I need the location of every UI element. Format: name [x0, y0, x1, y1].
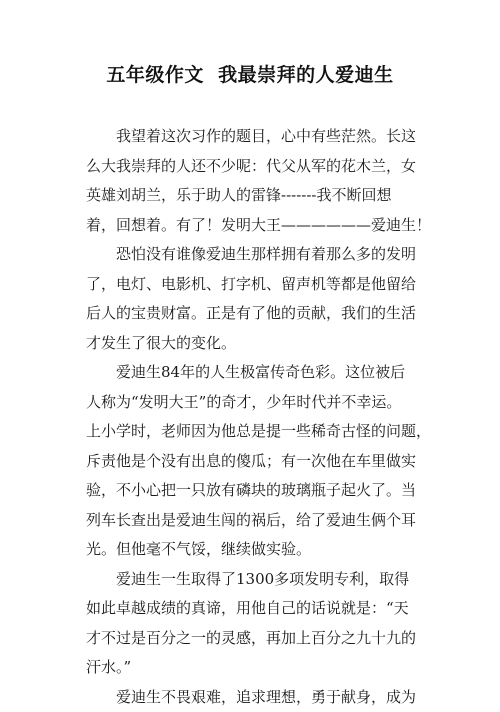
- document-body: [86, 122, 418, 712]
- text-line: 着，回想着。有了！发明大王——————爱迪生！: [86, 211, 418, 241]
- text-line: 爱迪生一生取得了1300多项发明专利，取得: [86, 565, 418, 595]
- text-line: 才发生了很大的变化。: [86, 329, 418, 359]
- text-line: 斥责他是个没有出息的傻瓜；有一次他在车里做实: [86, 447, 418, 477]
- text-line: 人称为“发明大王”的奇才，少年时代并不幸运。: [86, 388, 418, 418]
- text-line: 恐怕没有谁像爱迪生那样拥有着那么多的发明: [86, 240, 418, 270]
- text-line: 上小学时，老师因为他总是提一些稀奇古怪的问题，: [86, 417, 418, 447]
- text-line: 后人的宝贵财富。正是有了他的贡献，我们的生活: [86, 299, 418, 329]
- text-line: 如此卓越成绩的真谛，用他自己的话说就是：“天: [86, 594, 418, 624]
- text-line: 么大我崇拜的人还不少呢：代父从军的花木兰，女: [86, 152, 418, 182]
- text-line: 爱迪生不畏艰难，追求理想，勇于献身，成为: [86, 683, 418, 712]
- text-line: 英雄刘胡兰，乐于助人的雷锋-------我不断回想: [86, 181, 418, 211]
- text-line: 才不过是百分之一的灵感，再加上百分之九十九的: [86, 624, 418, 654]
- text-line: 光。但他毫不气馁，继续做实验。: [86, 535, 418, 565]
- text-line: 验，不小心把一只放有磷块的玻璃瓶子起火了。当: [86, 476, 418, 506]
- text-line: 汗水。”: [86, 653, 418, 683]
- document-title: 五年级作文 我最崇拜的人爱迪生: [0, 62, 500, 88]
- text-line: 我望着这次习作的题目，心中有些茫然。长这: [86, 122, 418, 152]
- text-line: 爱迪生84年的人生极富传奇色彩。这位被后: [86, 358, 418, 388]
- text-line: 列车长查出是爱迪生闯的祸后，给了爱迪生俩个耳: [86, 506, 418, 536]
- text-line: 了，电灯、电影机、打字机、留声机等都是他留给: [86, 270, 418, 300]
